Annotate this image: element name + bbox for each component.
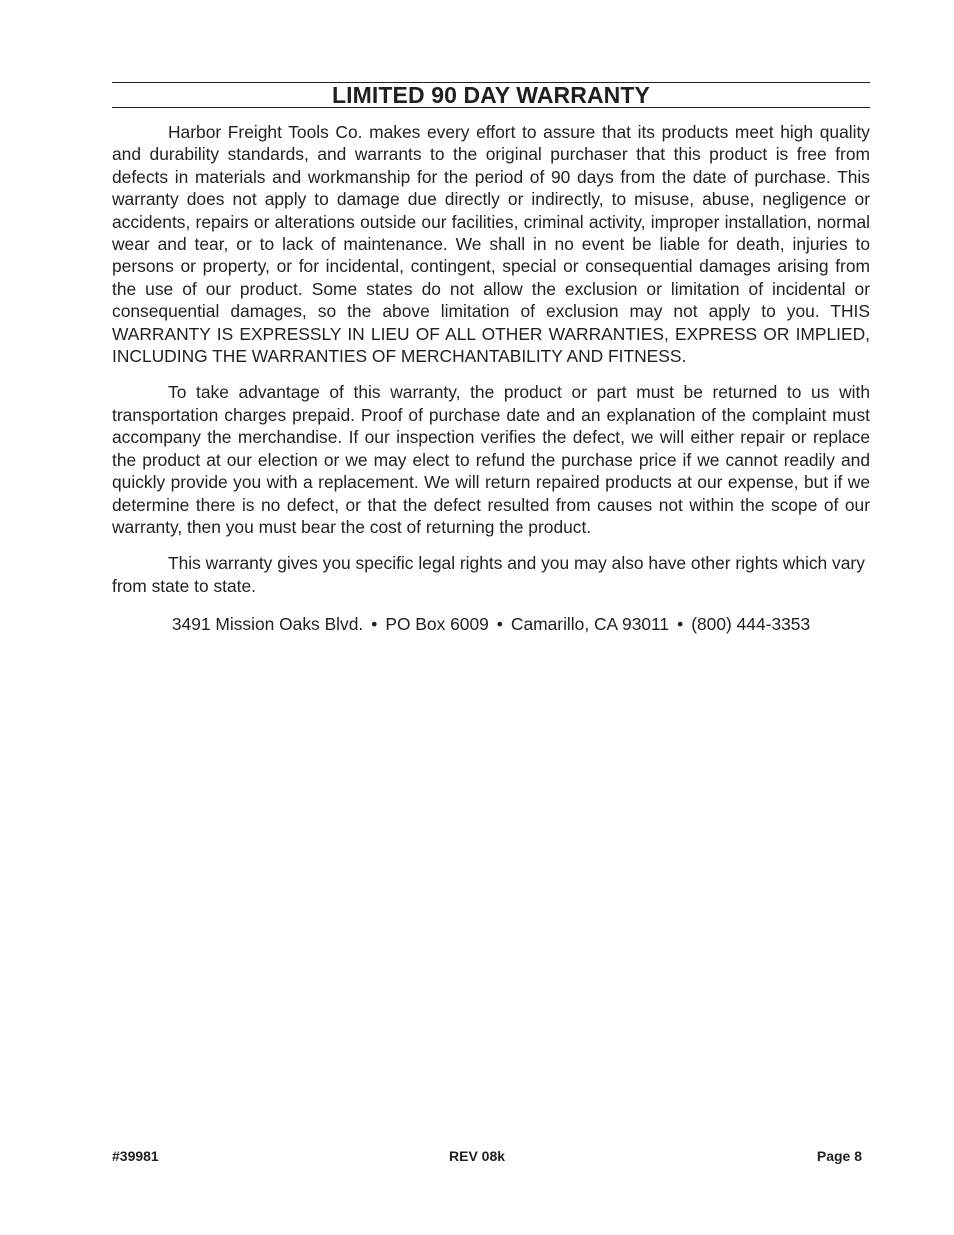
address-street: 3491 Mission Oaks Blvd. — [171, 614, 364, 635]
page-title: LIMITED 90 DAY WARRANTY — [332, 82, 650, 108]
bullet-separator: • — [677, 614, 684, 635]
warranty-paragraph-rights: This warranty gives you specific legal rights and you may also have other rights which vary from state to state. — [112, 553, 865, 596]
company-address — [112, 611, 870, 635]
address-phone: (800) 444-3353 — [691, 614, 811, 635]
address-po-box: PO Box 6009 — [385, 614, 489, 635]
footer-page-number: Page 8 — [816, 1148, 862, 1164]
page-footer — [112, 1148, 862, 1168]
bullet-separator: • — [496, 614, 503, 635]
warranty-body — [112, 121, 870, 636]
title-band — [112, 82, 870, 108]
warranty-paragraph-coverage: Harbor Freight Tools Co. makes every effort to assure that its products meet high quality and durability standards, and warrants to the original purchaser that this product is free from defects in materials and workmanship for the period of 90 days from the date of purchase. This warranty does not apply to damage due directly or indirectly, to misuse, abuse, negligence or accidents, repairs or alterations outside our facilities, criminal activity, improper installation, normal wear and tear, or to lack of maintenance. We shall in no event be liable for death, injuries to persons or property, or for incidental, contingent, special or consequential damages arising from the use of our product. Some states do not allow the exclusion or limitation of incidental or consequential damages, so the above limitation of exclusion may not apply to you. THIS WARRANTY IS EXPRESSLY IN LIEU OF ALL OTHER WARRANTIES, EXPRESS OR IMPLIED, INCLUDING THE WARRANTIES OF MERCHANTABILITY AND FITNESS. — [112, 122, 870, 367]
bullet-separator: • — [371, 614, 378, 635]
address-city: Camarillo, CA 93011 — [510, 614, 670, 635]
footer-item-number: #39981 — [112, 1148, 159, 1164]
warranty-paragraph-claims: To take advantage of this warranty, the product or part must be returned to us with transportation charges prepaid. Proof of purchase date and an explanation of the complaint must accompany the merchandise. If our inspection verifies the defect, we will either repair or replace the product at our election or we may elect to refund the purchase price if we cannot readily and quickly provide you with a replacement. We will return repaired products at our expense, but if we determine there is no defect, or that the defect resulted from causes not within the scope of our warranty, then you must bear the cost of returning the product. — [112, 382, 870, 537]
footer-revision: REV 08k — [449, 1148, 506, 1164]
